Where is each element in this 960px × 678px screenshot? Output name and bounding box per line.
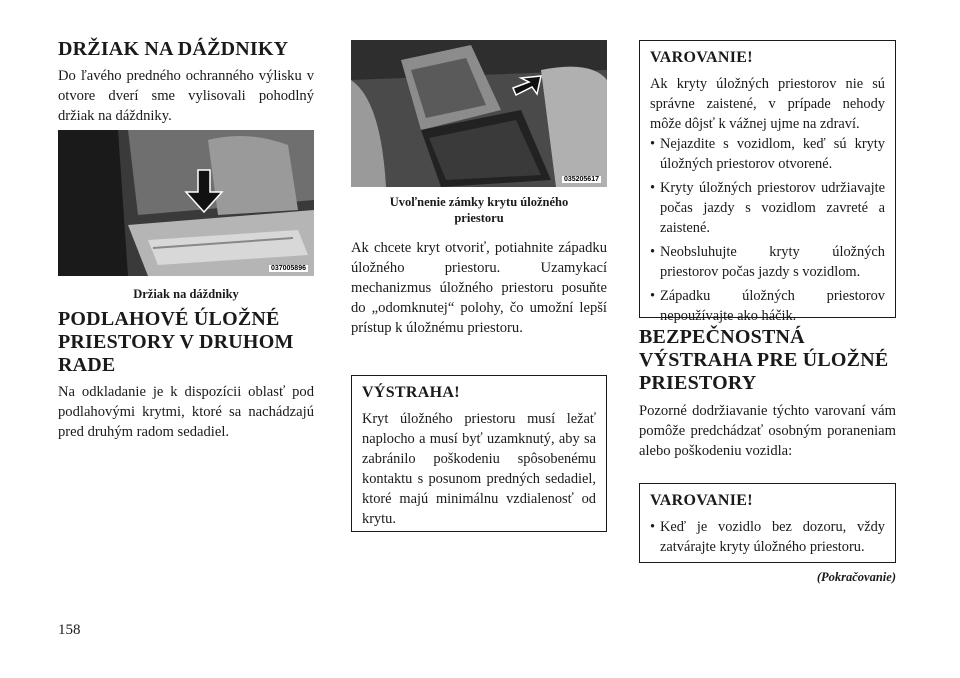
heading-storage-safety bbox=[639, 326, 896, 395]
warning-title: VÝSTRAHA! bbox=[362, 384, 460, 401]
bullet-item: • Neobsluhujte kryty úložných priestorov počas jazdy s vozidlom. bbox=[650, 244, 885, 280]
bullet-item: • Keď je vozidlo bez dozoru, vždy zatvárajte kryty úložného priestoru. bbox=[650, 519, 885, 555]
bullet-icon: • bbox=[650, 519, 656, 535]
figure-code: 037005896 bbox=[270, 265, 306, 272]
paragraph-safety: Pozorné dodržiavanie týchto varovaní vám pomôže predchádzať osobným poraneniam alebo poškodeniu vozidla: bbox=[639, 403, 896, 459]
figure-caption-latch: Uvoľnenie zámky krytu úložného priestoru bbox=[389, 195, 569, 225]
bullet-icon: • bbox=[650, 244, 656, 260]
page-number: 158 bbox=[58, 622, 81, 638]
continued-note: (Pokračovanie) bbox=[816, 570, 896, 584]
heading-floor-storage bbox=[58, 308, 314, 377]
heading-line: PRIESTORY bbox=[639, 372, 757, 394]
caution-title: VAROVANIE! bbox=[650, 49, 753, 66]
caution-title: VAROVANIE! bbox=[650, 492, 753, 509]
umbrella-holder-photo bbox=[58, 130, 314, 276]
bullet-item: • Západku úložných priestorov nepoužívajte ako háčik. bbox=[650, 288, 885, 324]
paragraph-open-cover: Ak chcete kryt otvoriť, potiahnite západku úložného priestoru. Uzamykací mechanizmus úložného priestoru posuňte do „odomknutej“ polohy, čo umožní lepší prístup k úložnému priestoru. bbox=[351, 240, 607, 336]
bullet-icon: • bbox=[650, 180, 656, 196]
heading-line: PODLAHOVÉ ÚLOŽNÉ bbox=[58, 308, 280, 330]
figure-caption-umbrella: Držiak na dáždniky bbox=[133, 287, 239, 301]
figure-code: 035205617 bbox=[563, 176, 599, 183]
caution-text: Ak kryty úložných priestorov nie sú správne zaistené, v prípade nehody môže dôjsť k vážnej ujme na zdraví. bbox=[650, 76, 885, 132]
heading-line: VÝSTRAHA PRE ÚLOŽNÉ bbox=[639, 349, 889, 371]
heading-umbrella-holder: DRŽIAK NA DÁŽDNIKY bbox=[58, 38, 289, 60]
heading-line: BEZPEČNOSTNÁ bbox=[639, 326, 805, 348]
bullet-item: • Nejazdite s vozidlom, keď sú kryty úložných priestorov otvorené. bbox=[650, 136, 885, 172]
heading-line: PRIESTORY V DRUHOM bbox=[58, 331, 294, 353]
paragraph-umbrella: Do ľavého predného ochranného výlisku v otvore dverí sme vylisovali pohodlný držiak na dáždniky. bbox=[58, 68, 314, 124]
bullet-icon: • bbox=[650, 288, 656, 304]
bullet-icon: • bbox=[650, 136, 656, 152]
heading-line: RADE bbox=[58, 354, 116, 376]
paragraph-floor-storage: Na odkladanie je k dispozícii oblasť pod podlahovými krytmi, ktoré sa nachádzajú pred druhým radom sedadiel. bbox=[58, 384, 314, 440]
warning-text: Kryt úložného priestoru musí ležať naplocho a musí byť uzamknutý, aby sa zabránilo poškodeniu spôsobenému kontaktu s posunom predných sedadiel, ktoré majú minimálnu vzdialenosť od krytu. bbox=[362, 411, 596, 527]
caution-box-1 bbox=[639, 40, 896, 324]
storage-latch-photo bbox=[351, 40, 607, 187]
bullet-item: • Kryty úložných priestorov udržiavajte počas jazdy s vozidlom zavreté a zaistené. bbox=[650, 180, 885, 236]
caution-box-2 bbox=[639, 483, 896, 563]
warning-box bbox=[351, 375, 607, 532]
